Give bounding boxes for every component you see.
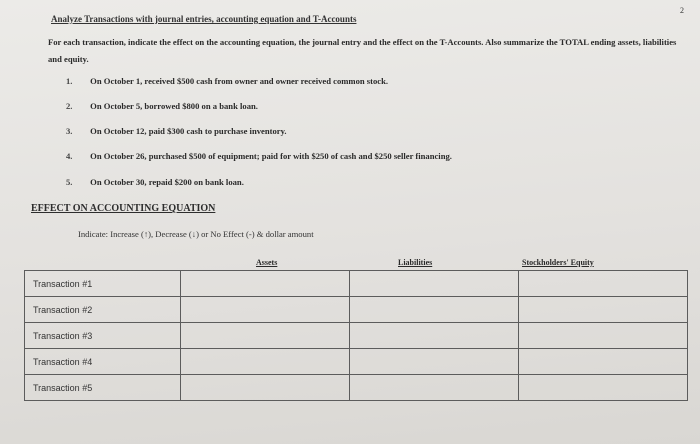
equity-cell[interactable] xyxy=(518,271,687,297)
row-label: Transaction #2 xyxy=(25,297,181,323)
transaction-item xyxy=(66,151,452,161)
row-label: Transaction #5 xyxy=(25,375,181,401)
row-label: Transaction #1 xyxy=(25,271,181,297)
transaction-text: On October 30, repaid $200 on bank loan. xyxy=(90,177,244,187)
table-row xyxy=(25,349,688,375)
transaction-number: 5. xyxy=(66,177,73,187)
transaction-number: 4. xyxy=(66,151,73,161)
assets-cell[interactable] xyxy=(180,297,349,323)
liabilities-cell[interactable] xyxy=(349,375,518,401)
transaction-number: 1. xyxy=(66,76,73,86)
assets-cell[interactable] xyxy=(180,349,349,375)
equity-cell[interactable] xyxy=(518,323,687,349)
row-label: Transaction #3 xyxy=(25,323,181,349)
accounting-equation-table xyxy=(24,270,688,401)
transaction-item xyxy=(66,126,287,136)
equity-cell[interactable] xyxy=(518,349,687,375)
transaction-text: On October 26, purchased $500 of equipment; paid for with $250 of cash and $250 seller financing. xyxy=(90,151,452,161)
assets-cell[interactable] xyxy=(180,323,349,349)
equity-cell[interactable] xyxy=(518,297,687,323)
row-label: Transaction #4 xyxy=(25,349,181,375)
table-row xyxy=(25,375,688,401)
section-title: EFFECT ON ACCOUNTING EQUATION xyxy=(31,203,216,214)
liabilities-cell[interactable] xyxy=(349,271,518,297)
table-row xyxy=(25,271,688,297)
assets-cell[interactable] xyxy=(180,271,349,297)
assets-cell[interactable] xyxy=(180,375,349,401)
column-header-assets: Assets xyxy=(256,258,278,267)
transaction-text: On October 5, borrowed $800 on a bank loan. xyxy=(90,101,258,111)
liabilities-cell[interactable] xyxy=(349,297,518,323)
liabilities-cell[interactable] xyxy=(349,349,518,375)
transaction-text: On October 1, received $500 cash from owner and owner received common stock. xyxy=(90,76,389,86)
transaction-number: 2. xyxy=(66,101,73,111)
column-header-equity: Stockholders' Equity xyxy=(522,258,594,267)
page-title: Analyze Transactions with journal entries, accounting equation and T-Accounts xyxy=(51,14,357,24)
indicate-instructions: Indicate: Increase (↑), Decrease (↓) or No Effect (-) & dollar amount xyxy=(78,229,314,239)
table-row xyxy=(25,297,688,323)
transaction-item xyxy=(66,177,244,187)
column-header-liabilities: Liabilities xyxy=(398,258,433,267)
transaction-item xyxy=(66,76,388,86)
equity-cell[interactable] xyxy=(518,375,687,401)
table-row xyxy=(25,323,688,349)
liabilities-cell[interactable] xyxy=(349,323,518,349)
page-number: 2 xyxy=(680,6,684,15)
transaction-number: 3. xyxy=(66,126,73,136)
transaction-item xyxy=(66,101,258,111)
instructions-text: For each transaction, indicate the effect on the accounting equation, the journal entry and the effect on the T-Accounts. Also summarize the TOTAL ending assets, liabilities and equity. xyxy=(48,37,677,64)
transaction-text: On October 12, paid $300 cash to purchase inventory. xyxy=(90,126,287,136)
